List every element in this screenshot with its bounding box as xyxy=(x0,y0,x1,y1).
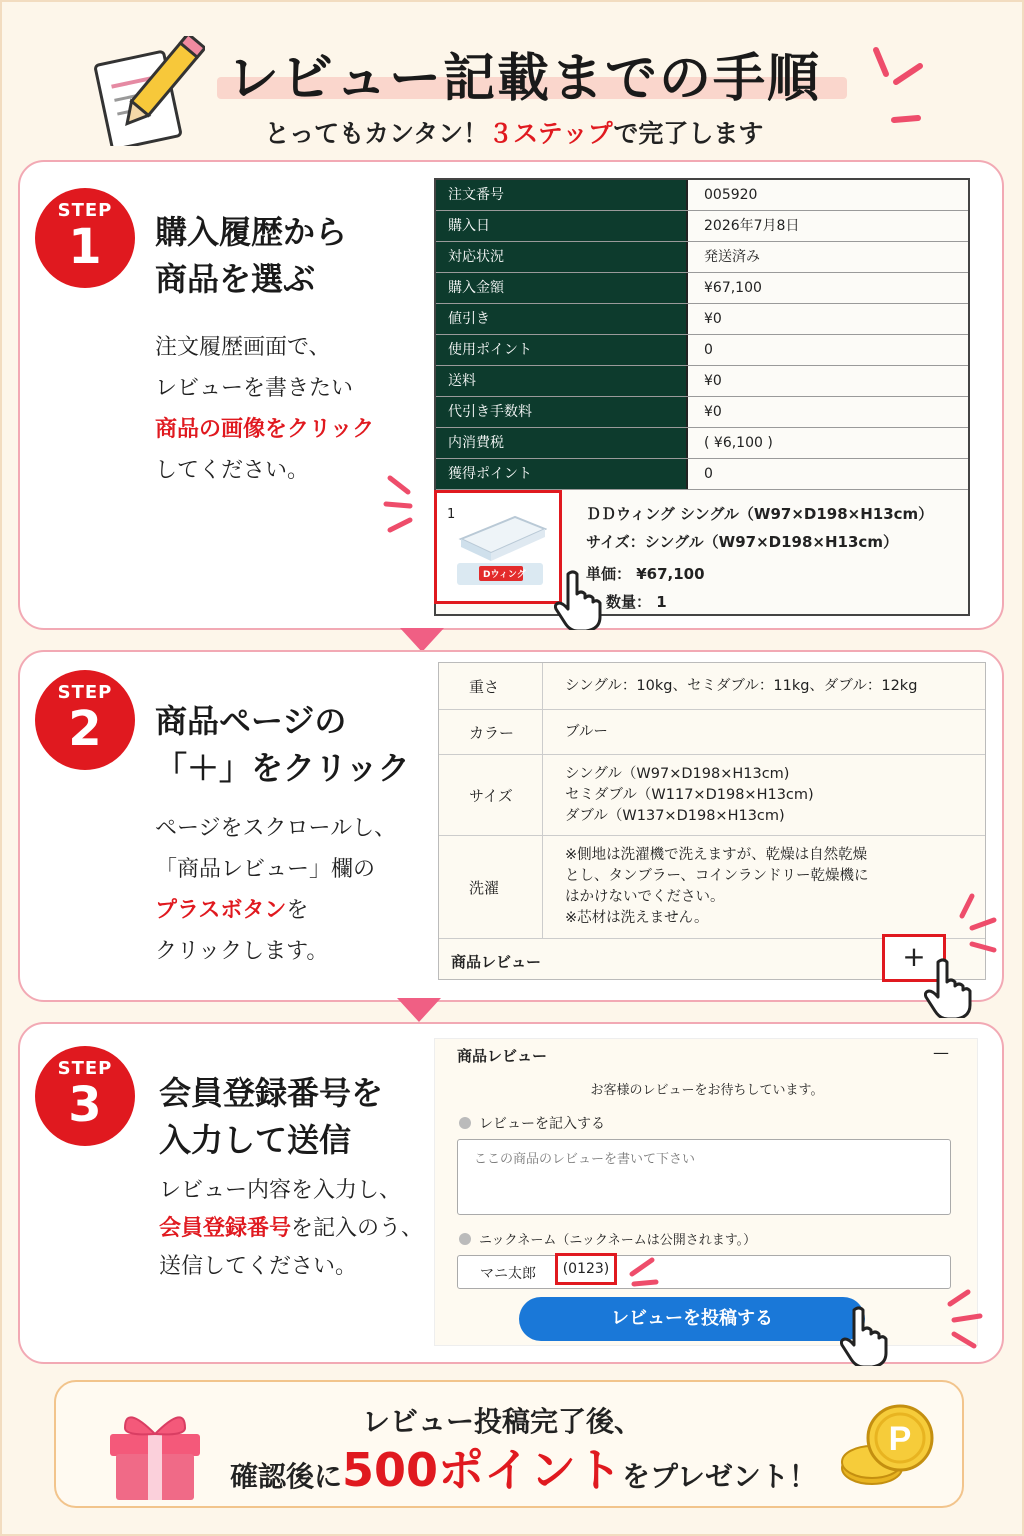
step2-title: 商品ページの 「＋」をクリック xyxy=(155,702,410,787)
product-info xyxy=(586,500,933,616)
step1-badge: STEP 1 xyxy=(35,188,135,288)
product-name: ＤＤウィング シングル（W97×D198×H13cm） xyxy=(586,505,934,523)
click-burst-icon xyxy=(950,890,1002,960)
product-size: サイズ：シングル（W97×D198×H13cm） xyxy=(586,533,898,551)
nickname-value: マニ太郎 xyxy=(480,1266,536,1282)
page-title: レビュー記載までの手順 xyxy=(227,49,822,109)
review-form-title: 商品レビュー xyxy=(457,1047,548,1065)
gift-box-icon xyxy=(100,1394,210,1504)
footer-line1: レビュー投稿完了後、 xyxy=(361,1405,642,1438)
review-form xyxy=(434,1038,978,1346)
product-brand-label: Dウィング xyxy=(483,570,526,580)
bullet-icon xyxy=(459,1233,471,1245)
step3-description: レビュー内容を入力し、 会員登録番号を記入のう、 送信してください。 xyxy=(159,1178,424,1279)
click-burst-icon xyxy=(626,1254,662,1290)
review-textarea[interactable] xyxy=(457,1139,951,1215)
product-spec-table: 重さ シングル：10kg、セミダブル：11kg、ダブル：12kg カラー ブルー サイズ シングル（W97×D198×H13cm) セミダブル（W117×D198×H13cm) ダブル（W137×D198×H13cm) 洗濯 ※側地は洗濯機で洗えますが、乾燥は自然乾燥 とし、タンブラー、コインランドリー乾燥機に はかけないでください。 ※芯材は洗えません。 商品レビュー xyxy=(438,662,986,980)
review-welcome-text: お客様のレビューをお待ちしています。 xyxy=(590,1083,824,1098)
points-highlight: 500ポイント xyxy=(342,1443,623,1497)
pointer-hand-icon xyxy=(840,1306,888,1366)
pointer-hand-icon xyxy=(554,570,602,630)
step-arrow-2 xyxy=(397,998,441,1022)
page-subtitle: とってもカンタン！３ステップで完了します xyxy=(264,119,764,148)
point-coin-icon xyxy=(836,1398,946,1498)
footer-line2: 確認後に500ポイントをプレゼント！ xyxy=(230,1443,817,1497)
product-index: 1 xyxy=(447,507,456,522)
step-arrow-1 xyxy=(400,628,444,652)
product-image[interactable] xyxy=(434,490,562,604)
step1-title: 購入履歴から 商品を選ぶ xyxy=(155,213,348,298)
step3-highlight: 会員登録番号 xyxy=(159,1216,292,1241)
step3-title: 会員登録番号を 入力して送信 xyxy=(159,1074,384,1159)
product-qty: 数量： 1 xyxy=(606,593,667,611)
member-number-highlight: (0123) xyxy=(555,1253,617,1285)
review-text-label: レビューを記入する xyxy=(479,1116,605,1132)
collapse-icon[interactable]: — xyxy=(933,1043,949,1062)
step1-description: 注文履歴画面で、 レビューを書きたい 商品の画像をクリック してください。 xyxy=(155,335,375,483)
click-burst-icon xyxy=(940,1288,990,1352)
submit-review-button[interactable]: レビューを投稿する xyxy=(519,1297,865,1341)
spec-review-label: 商品レビュー xyxy=(451,953,542,971)
pointer-hand-icon xyxy=(924,958,972,1018)
step3-badge: STEP 3 xyxy=(35,1046,135,1146)
coin-letter: P xyxy=(888,1420,912,1458)
review-plus-button[interactable]: + xyxy=(882,934,946,982)
step2-highlight: プラスボタン xyxy=(155,898,287,923)
click-burst-icon xyxy=(382,472,432,542)
bullet-icon xyxy=(459,1117,471,1129)
nickname-input[interactable] xyxy=(457,1255,951,1289)
subtitle-accent: ３ステップ xyxy=(488,119,614,148)
order-detail-table: 注文番号 005920 購入日 2026年7月8日 対応状況 発送済み 購入金額 ¥67,100 値引き ¥0 使用ポイント 0 送料 ¥0 代引き手数料 ¥0 内消費税 ( ¥6,100 ) 獲得ポイント 0 ＤＤウィング シングル（W97×D198×H13cm） サイズ：シングル（W97×D198×H13cm） 単価： ¥67,100 数量： 1 xyxy=(434,178,970,616)
nickname-label: ニックネーム（ニックネームは公開されます。） xyxy=(479,1233,757,1248)
step2-description: ページをスクロールし、 「商品レビュー」欄の プラスボタンを クリックします。 xyxy=(155,816,397,964)
product-price: 単価： ¥67,100 xyxy=(586,565,705,583)
step2-badge: STEP 2 xyxy=(35,670,135,770)
step1-highlight: 商品の画像をクリック xyxy=(155,417,375,442)
